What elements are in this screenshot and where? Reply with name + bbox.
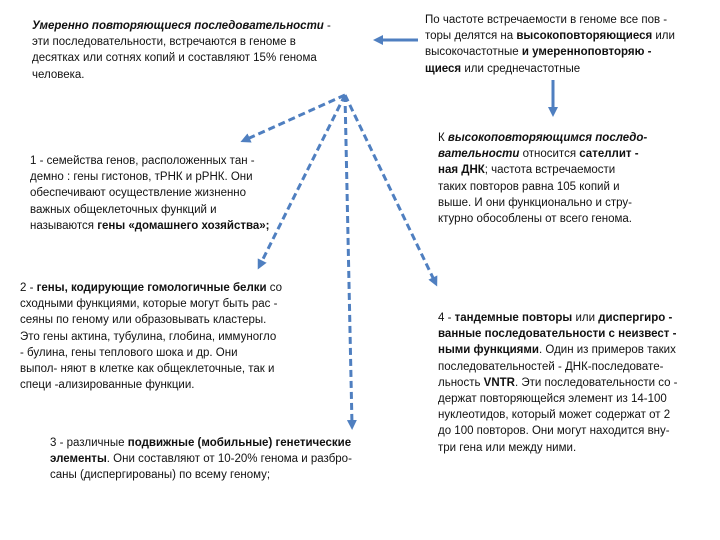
arrow-to-tandem: [345, 95, 435, 282]
moderate-repeats-title: Умеренно повторяющиеся последовательности: [32, 20, 324, 32]
mobile-elements-block: 3 - различные подвижные (мобильные) генетические элементы. Они составляют от 10-20% генома и разбро- саны (диспергированы) по всему геному;: [50, 437, 352, 482]
arrow-to-mobile: [345, 95, 352, 425]
frequency-block: По частоте встречаемости в геноме все пов - торы делятся на высокоповторяющиеся или высокочастотные и умеренноповторяю - щиеся или среднечастотные: [425, 14, 675, 75]
moderate-repeats-text: эти последовательности, встречаются в геноме в десятках или сотнях копий и составляют 15% генома человека.: [32, 36, 317, 81]
tandem-repeats-block: 4 - тандемные повторы или диспергиро - ванные последовательности с неизвест - ными функциями. Один из примеров таких последовательностей - ДНК-последовате- льность VNTR. Эти последовательности со - держат повторяющейся элемент из 14-100 нуклеотидов, который может содержат от 2 до 100 повторов. Они могут находится вну- три гена или между ними.: [438, 312, 678, 454]
homologous-genes-block: 2 - гены, кодирующие гомологичные белки со сходными функциями, которые могут быть рас - сеяны по геному или образовывать кластеры. Это гены актина, тубулина, глобина, иммуногло - булина, гены теплового шока и др. Они выпол- няют в клетке как общеклеточные, так и специ -ализированные функции.: [20, 282, 283, 392]
satellite-block: К высокоповторяющимся последо- вательности относится сателлит - ная ДНК; частота встречаемости таких повторов равна 105 копий и выше. И они функционально и стру- ктурно обособлены от всего генома.: [438, 132, 648, 226]
gene-families-block: 1 - семейства генов, расположенных тан - демно : гены гистонов, тРНК и рРНК. Они обеспечивают осуществление жизненно важных общеклеточных функций и называются гены «домашнего хозяйства»;: [30, 155, 270, 232]
moderate-repeats-block: Умеренно повторяющиеся последовательности - эти последовательности, встречаются в геноме в десятках или сотнях копий и составляют 15% генома человека.: [32, 20, 331, 81]
arrow-to-gene-families: [245, 95, 345, 140]
